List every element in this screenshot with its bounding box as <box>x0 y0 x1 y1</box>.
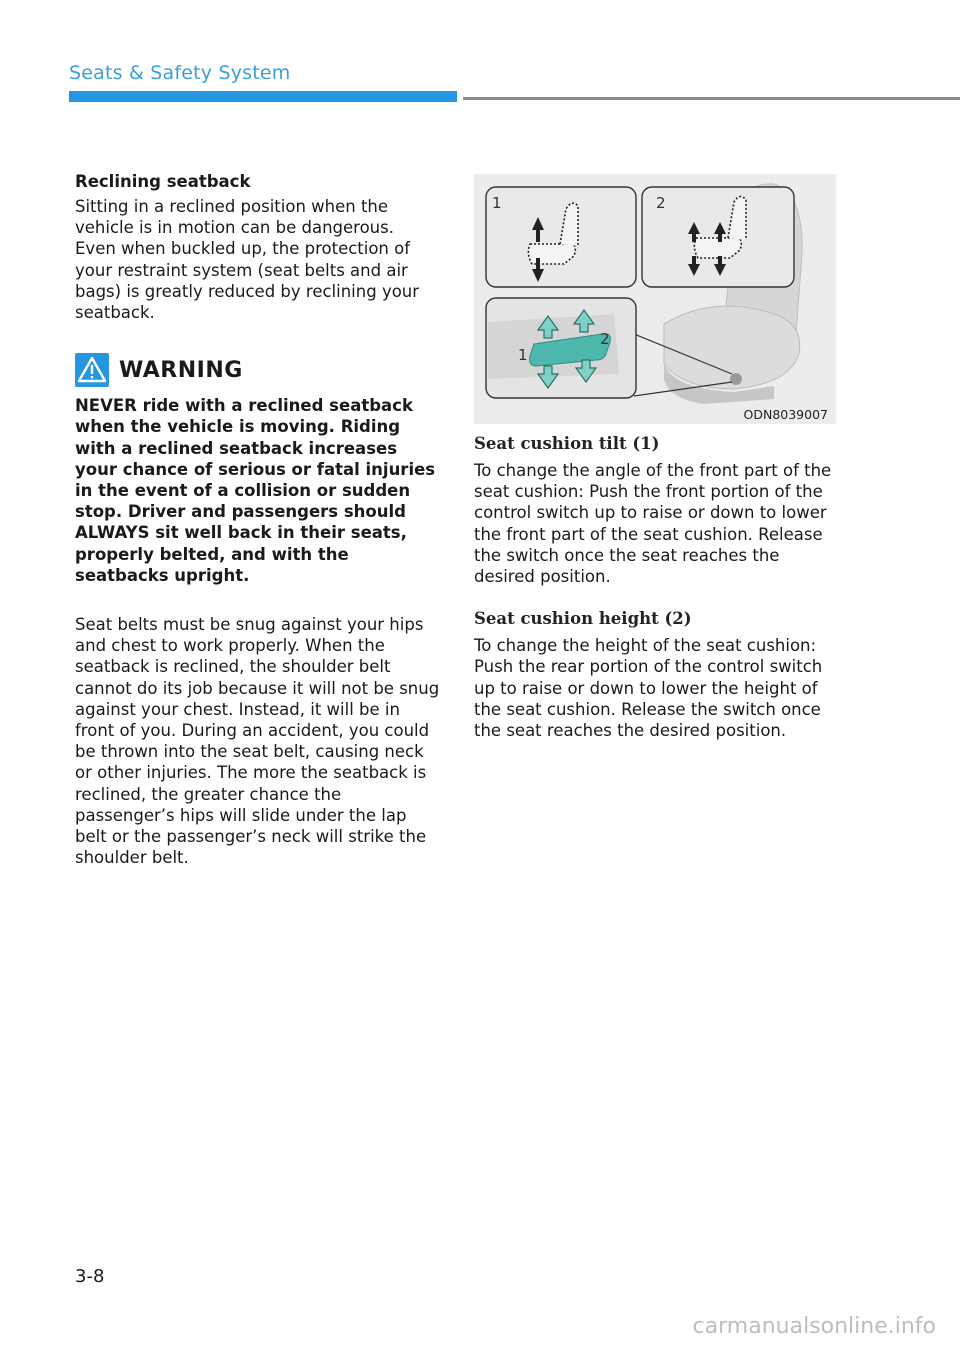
header-rule-blue <box>69 91 457 102</box>
left-column <box>75 172 440 868</box>
figure-switch-label-2: 2 <box>600 330 610 348</box>
height-text: To change the height of the seat cushion: Push the rear portion of the control switch up to raise or down to lower the height of the seat cushion. Release the switch once the seat reaches the desired position. <box>474 636 823 741</box>
height-heading: Seat cushion height (2) <box>474 609 692 629</box>
figure-label-1: 1 <box>492 194 502 212</box>
reclining-intro: Sitting in a reclined position when the vehicle is in motion can be dangerous. Even when buckled up, the protection of your restraint system (seat belts and air bags) is greatly reduced by reclining your seatback. <box>75 197 420 323</box>
right-column <box>474 434 836 741</box>
warning-header <box>75 353 440 387</box>
reclining-heading: Reclining seatback <box>75 172 251 191</box>
tilt-heading: Seat cushion tilt (1) <box>474 434 660 453</box>
watermark: carmanualsonline.info <box>692 1314 936 1339</box>
warning-text: NEVER ride with a reclined seatback when the vehicle is moving. Riding with a reclined seatback increases your chance of serious or fatal injuries in the event of a collision or sudden stop. Driver and passengers should ALWAYS sit well back in their seats, properly belted, and with the seatbacks upright. <box>75 396 436 585</box>
warning-triangle-icon <box>75 353 109 387</box>
header-rule-gray <box>463 97 960 100</box>
seatbelt-body: Seat belts must be snug against your hips and chest to work properly. When the seatback is reclined, the shoulder belt cannot do its job because it will not be snug against your chest. Instead, it will be in front of you. During an accident, you could be thrown into the seat belt, causing neck or other injuries. The more the seatback is reclined, the greater chance the passenger’s hips will slide under the lap belt or the passenger’s neck will strike the shoulder belt. <box>75 615 440 868</box>
warning-label: WARNING <box>119 357 243 383</box>
figure-switch-label-1: 1 <box>518 346 528 364</box>
seat-illustration <box>474 174 836 424</box>
page-number: 3-8 <box>75 1266 105 1287</box>
figure-code: ODN8039007 <box>743 407 828 422</box>
seat-adjust-figure <box>474 174 836 424</box>
section-title: Seats & Safety System <box>69 62 291 84</box>
figure-label-2: 2 <box>656 194 666 212</box>
tilt-text: To change the angle of the front part of the seat cushion: Push the front portion of the control switch up to raise or down to lower the front part of the seat cushion. Release the switch once the seat reaches the desired position. <box>474 461 832 587</box>
